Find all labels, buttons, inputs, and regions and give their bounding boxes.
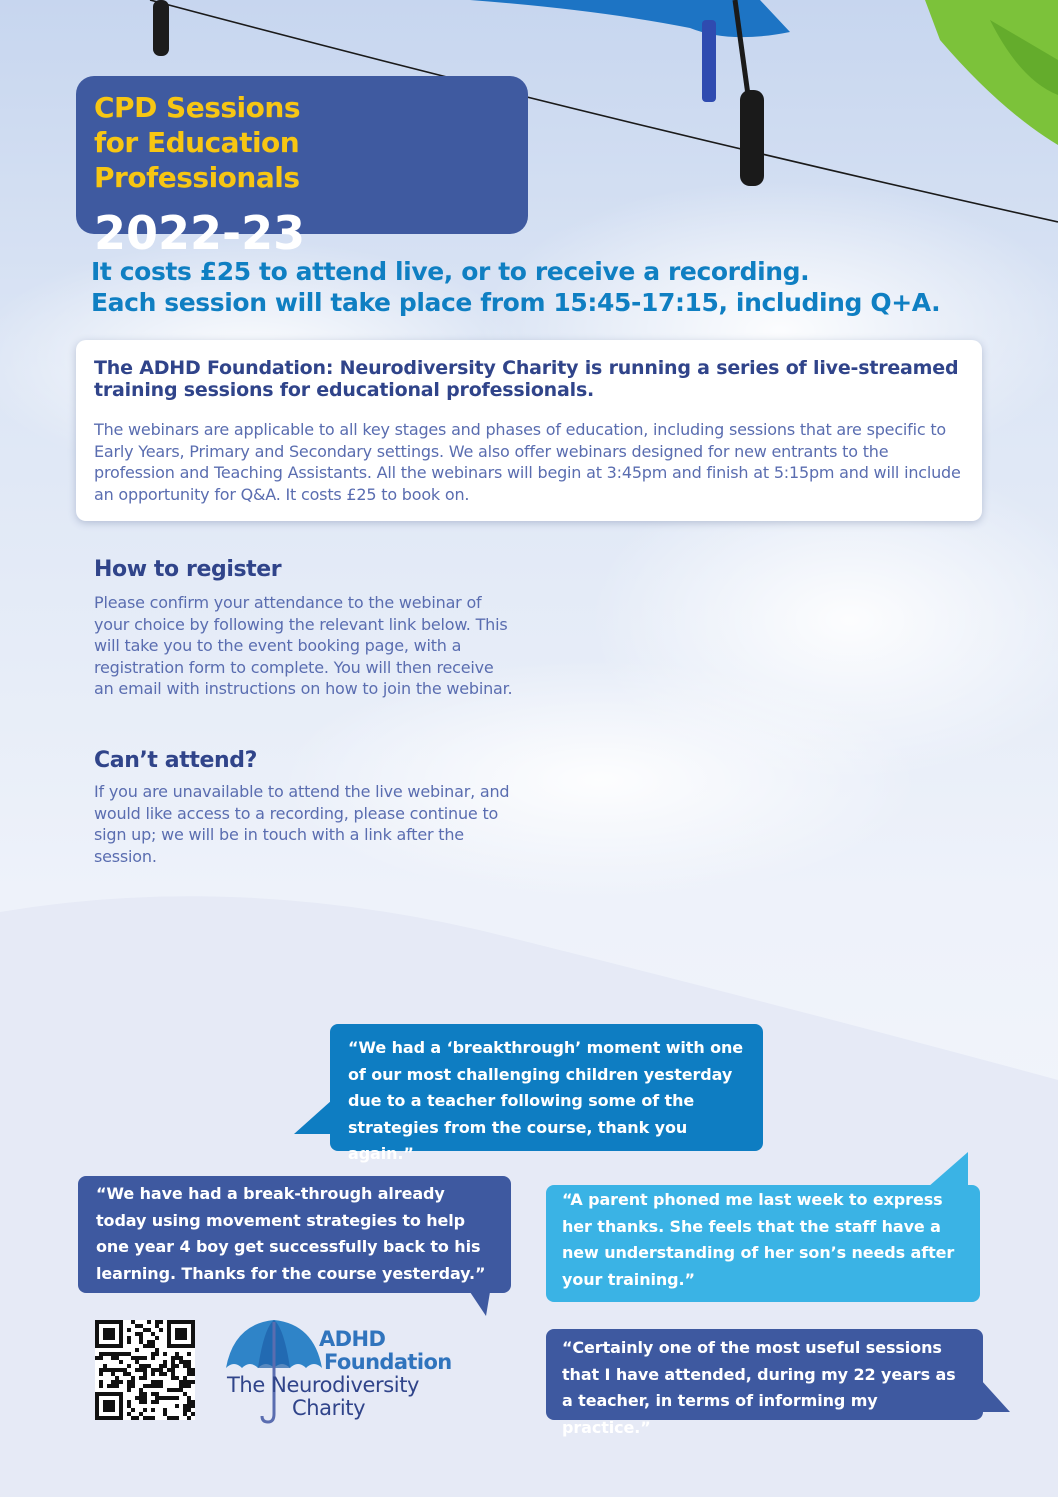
intro-body: The webinars are applicable to all key stages and phases of education, including sessions that are specific to Early Years, Primary and Secondary settings. We also offer webinars designed for new entrants to the profession and Teaching Assistants. All the webinars will begin at 3:45pm and finish at 5:15pm and will include an opportunity for Q&A. It costs £25 to book on. [94, 420, 961, 504]
bubble-tail-3 [928, 1152, 968, 1187]
qr-code-icon[interactable] [95, 1320, 195, 1420]
logo-adhd: ADHD [319, 1327, 386, 1351]
cant-attend-body: If you are unavailable to attend the live webinar, and would like access to a recording, please continue to sign up; we will be in touch with a link after the session. [94, 782, 510, 866]
register-heading: How to register [94, 557, 282, 582]
bubble-tail-4 [981, 1380, 1010, 1412]
testimonial-bubble-3: “A parent phoned me last week to express her thanks. She feels that the staff have a new understanding of her son’s needs after your training.” [546, 1185, 980, 1302]
cant-attend-heading: Can’t attend? [94, 748, 257, 773]
title-line2: for Education Professionals [94, 126, 300, 194]
title-line1: CPD Sessions [94, 91, 300, 124]
testimonial-bubble-2: “We have had a break-through already today using movement strategies to help one year 4 boy get successfully back to his learning. Thanks for the course yesterday.” [78, 1176, 511, 1293]
bubble-tail-2 [470, 1292, 490, 1316]
logo-charity: Charity [292, 1396, 366, 1420]
cost-line2: Each session will take place from 15:45-17:15, including Q+A. [91, 288, 941, 317]
logo-the-neurodiversity: The Neurodiversity [227, 1373, 420, 1397]
register-body: Please confirm your attendance to the webinar of your choice by following the relevant link below. This will take you to the event booking page, with a registration form to complete. You will then receive an email with instructions on how to join the webinar. [94, 593, 513, 698]
testimonial-bubble-4: “Certainly one of the most useful sessions that I have attended, during my 22 years as a teacher, in terms of informing my practice.” [546, 1329, 983, 1420]
cost-line1: It costs £25 to attend live, or to receive a recording. [91, 257, 810, 286]
bubble-tail-1 [294, 1100, 332, 1134]
adhd-foundation-logo [224, 1318, 454, 1424]
logo-foundation: Foundation [324, 1350, 452, 1374]
title-year: 2022-23 [94, 206, 306, 260]
intro-lead: The ADHD Foundation: Neurodiversity Charity is running a series of live-streamed training sessions for educational professionals. [94, 357, 959, 401]
testimonial-bubble-1: “We had a ‘breakthrough’ moment with one of our most challenging children yesterday due to a teacher following some of the strategies from the course, thank you again.” [330, 1024, 763, 1151]
